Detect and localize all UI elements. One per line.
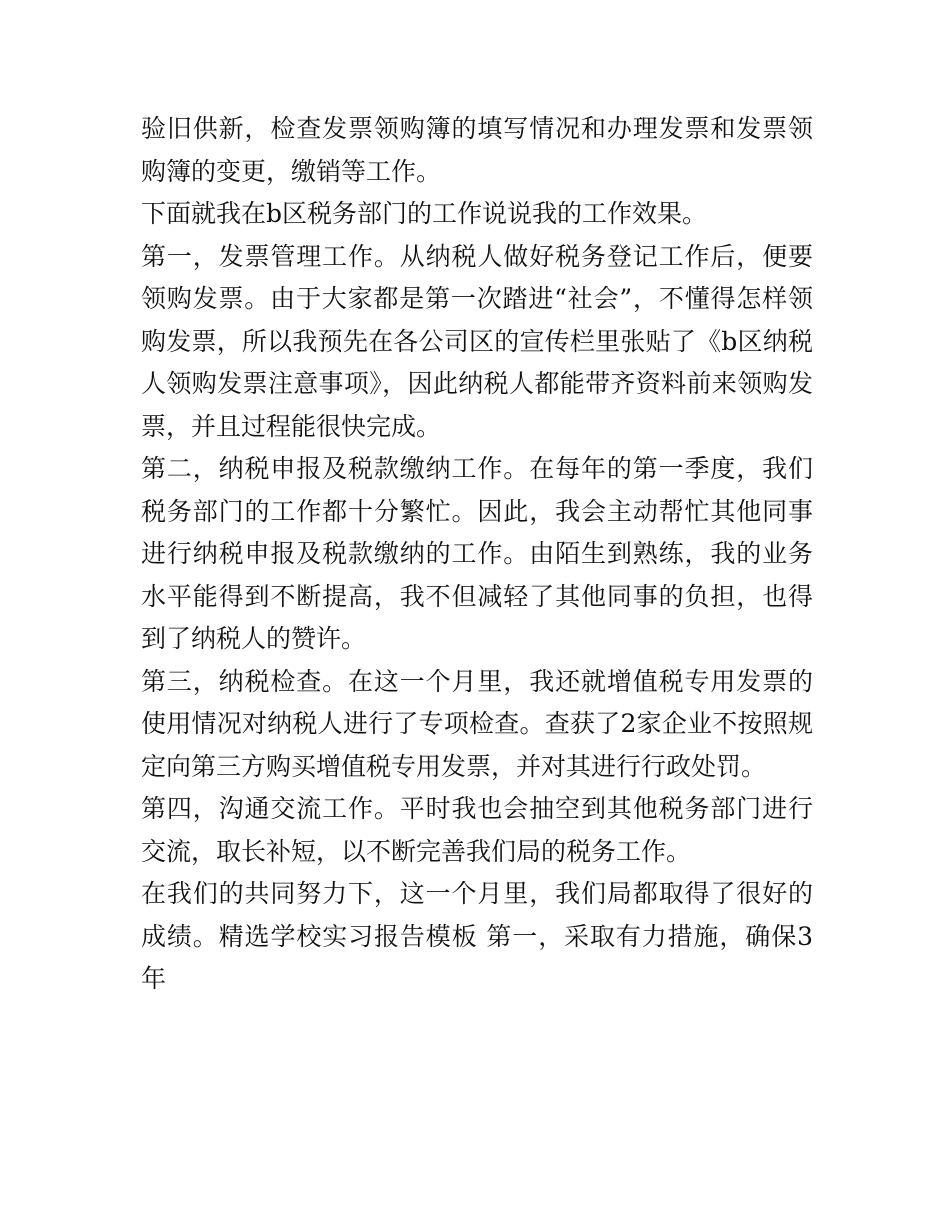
paragraph-6: 第四，沟通交流工作。平时我也会抽空到其他税务部门进行交流，取长补短，以不断完善我们局的税务工作。 (141, 794, 813, 866)
document-body (141, 108, 813, 1001)
paragraph-5: 第三，纳税检查。在这一个月里，我还就增值税专用发票的使用情况对纳税人进行了专项检查。查获了2家企业不按照规定向第三方购买增值税专用发票，并对其进行行政处罚。 (141, 666, 813, 781)
paragraph-7: 在我们的共同努力下，这一个月里，我们局都取得了很好的成绩。精选学校实习报告模板 第一，采取有力措施，确保3年 (141, 879, 813, 993)
paragraph-3: 第一，发票管理工作。从纳税人做好税务登记工作后，便要领购发票。由于大家都是第一次踏进“社会”，不懂得怎样领购发票，所以我预先在各公司区的宣传栏里张贴了《b区纳税人领购发票注意事项》，因此纳税人都能带齐资料前来领购发票，并且过程能很快完成。 (141, 241, 813, 441)
paragraph-2: 下面就我在b区税务部门的工作说说我的工作效果。 (141, 199, 708, 228)
paragraph-1: 验旧供新，检查发票领购簿的填写情况和办理发票和发票领购簿的变更，缴销等工作。 (141, 114, 813, 186)
paragraph-4: 第二，纳税申报及税款缴纳工作。在每年的第一季度，我们税务部门的工作都十分繁忙。因此，我会主动帮忙其他同事进行纳税申报及税款缴纳的工作。由陌生到熟练，我的业务水平能得到不断提高，我不但减轻了其他同事的负担，也得到了纳税人的赞许。 (141, 454, 813, 653)
